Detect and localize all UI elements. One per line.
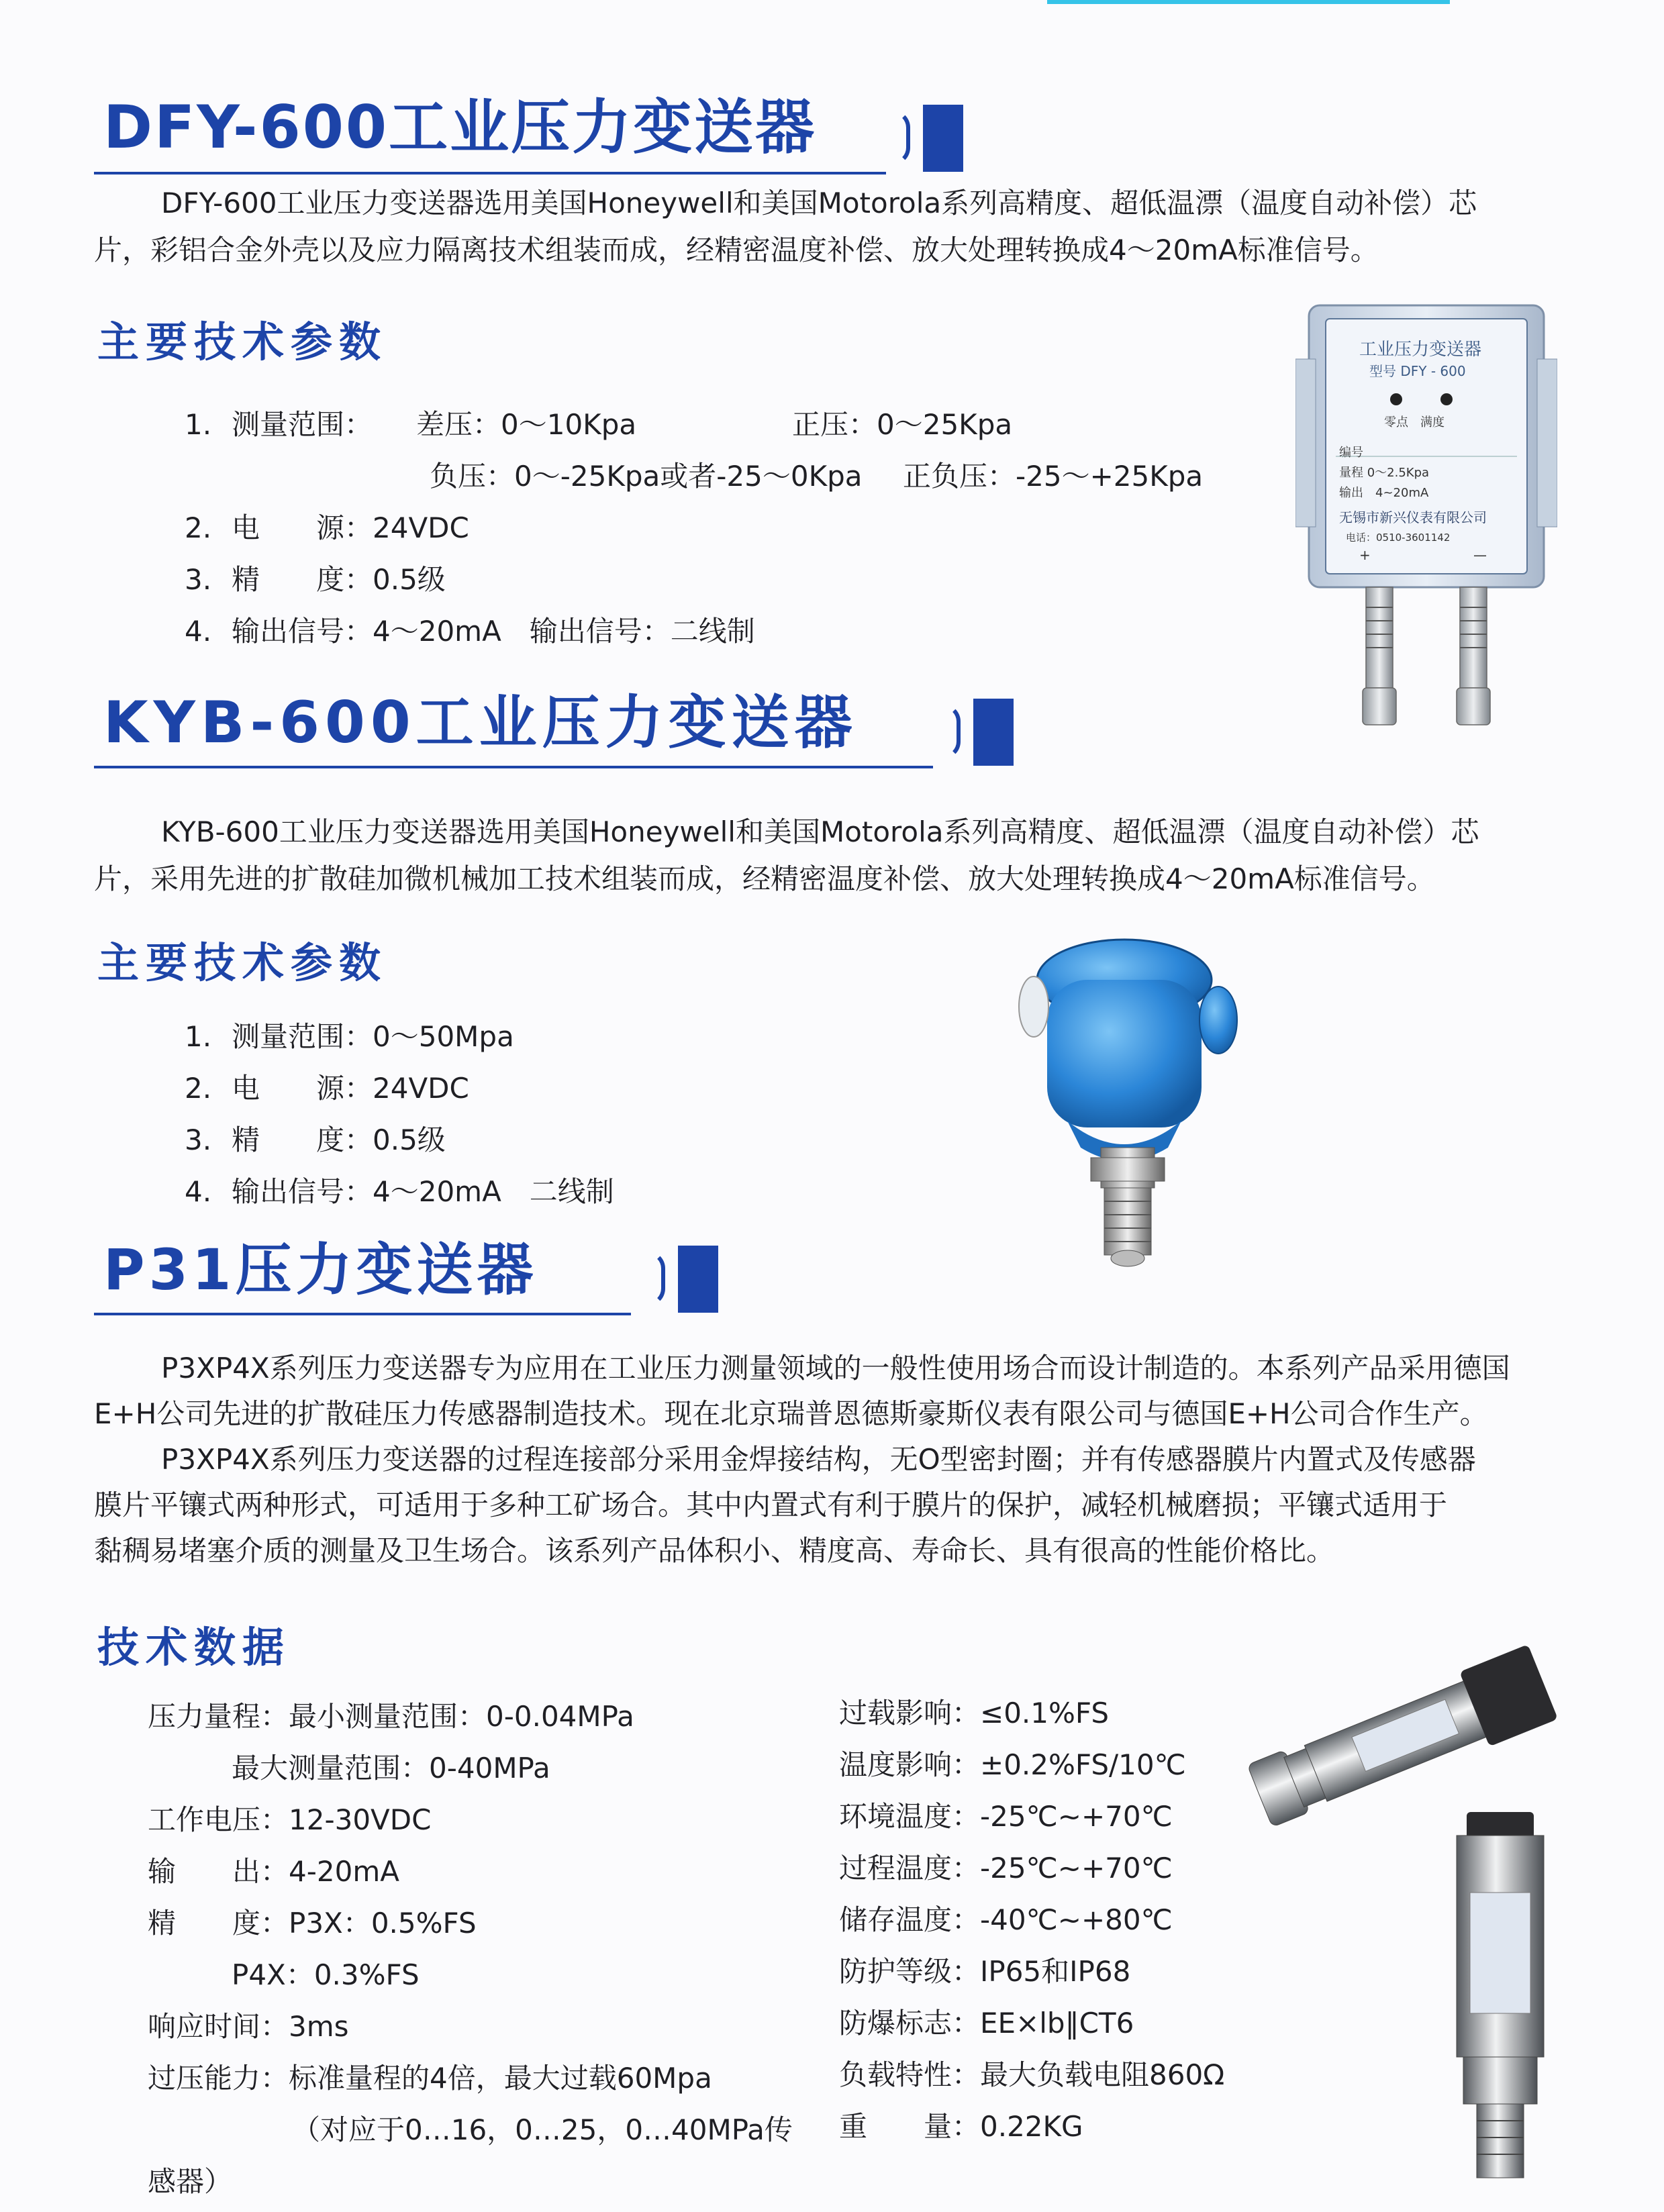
device-field-3: 输出 4~20mA — [1339, 486, 1429, 500]
param-text: 电 源：24VDC — [232, 1072, 469, 1105]
param-number: 4. — [185, 1175, 212, 1208]
p31-overload-effect: 过载影响：≤0.1%FS — [839, 1697, 1109, 1729]
title-bracket — [943, 704, 961, 759]
kyb-param-3 — [185, 1118, 446, 1158]
p31-para2-line2: 膜片平镶式两种形式，可适用于多种工矿场合。其中内置式有利于膜片的保护，减轻机械磨损；平镶式适用于 — [94, 1489, 1448, 1521]
p31-protection: 防护等级：IP65和IP68 — [839, 1955, 1131, 1988]
p31-explosion-mark: 防爆标志：EE×lb‖CT6 — [839, 2007, 1134, 2040]
title-tab — [923, 105, 963, 172]
kyb-param-1 — [185, 1015, 514, 1055]
device-phone: 电话：0510-3601142 — [1346, 532, 1451, 544]
device-maker: 无锡市新兴仪表有限公司 — [1339, 509, 1487, 525]
title-tab — [678, 1246, 718, 1313]
param-number: 4. — [185, 615, 212, 648]
kyb-params-heading: 主要技术参数 — [97, 938, 388, 987]
p31-temp-effect: 温度影响：±0.2%FS/10℃ — [839, 1748, 1186, 1781]
param-text: 电 源：24VDC — [232, 511, 469, 544]
p31-device-image — [1235, 1611, 1571, 2201]
kyb-param-2 — [185, 1066, 469, 1107]
dfy-param-3 — [185, 558, 446, 598]
dfy-device-image — [1295, 299, 1557, 735]
section-title-text: KYB-600工业压力变送器 — [103, 689, 858, 756]
p31-data-heading: 技术数据 — [97, 1623, 291, 1672]
kyb-intro — [94, 809, 1557, 903]
title-bracket — [893, 110, 910, 165]
title-underline — [94, 172, 886, 174]
title-underline — [94, 1313, 631, 1315]
param-label: 测量范围： — [232, 408, 373, 441]
p31-load: 负载特性：最大负载电阻860Ω — [839, 2058, 1225, 2091]
dfy-param-1b: 正压：0～25Kpa — [792, 408, 1013, 441]
p31-description — [94, 1346, 1557, 1574]
param-number: 3. — [185, 563, 212, 596]
dfy-param-1 — [185, 403, 373, 443]
kyb-intro-line2: 片，采用先进的扩散硅加微机械加工技术组装而成，经精密温度补偿、放大处理转换成4～20mA标准信号。 — [94, 862, 1435, 895]
p31-range-min: 压力量程：最小测量范围：0-0.04MPa — [148, 1700, 634, 1733]
title-tab — [973, 699, 1014, 766]
p31-accuracy-p4x: P4X：0.3%FS — [232, 1958, 420, 1991]
p31-output: 输 出：4-20mA — [148, 1855, 399, 1888]
section-title-dfy — [94, 81, 886, 174]
dfy-param-2 — [185, 506, 469, 546]
p31-overload-note-end: 感器） — [148, 2165, 233, 2198]
section-title-p31 — [94, 1221, 631, 1315]
dfy-param-1d: 正负压：-25～+25Kpa — [903, 460, 1204, 493]
p31-accuracy-p3x: 精 度：P3X：0.5%FS — [148, 1907, 477, 1940]
p31-range-max: 最大测量范围：0-40MPa — [232, 1752, 550, 1784]
p31-response-time: 响应时间：3ms — [148, 2010, 349, 2043]
p31-voltage: 工作电压：12-30VDC — [148, 1803, 432, 1836]
p31-storage-temp: 储存温度：-40℃~+80℃ — [839, 1903, 1173, 1936]
dfy-param-1c: 负压：0～-25Kpa或者-25～0Kpa — [430, 460, 863, 493]
title-underline — [94, 766, 933, 768]
device-field-2: 量程 0～2.5Kpa — [1339, 466, 1430, 480]
section-title-kyb — [94, 674, 933, 768]
param-number: 1. — [185, 408, 212, 441]
param-text: 精 度：0.5级 — [232, 563, 446, 596]
param-number: 2. — [185, 1072, 212, 1105]
p31-para1-line2: E+H公司先进的扩散硅压力传感器制造技术。现在北京瑞普恩德斯豪斯仪表有限公司与德国E+H公司合作生产。 — [94, 1397, 1488, 1430]
section-title-text: DFY-600工业压力变送器 — [103, 93, 817, 162]
param-number: 3. — [185, 1123, 212, 1156]
kyb-intro-line1: KYB-600工业压力变送器选用美国Honeywell和美国Motorola系列高精度、超低温漂（温度自动补偿）芯 — [161, 815, 1479, 848]
dfy-intro — [94, 180, 1557, 274]
param-number: 2. — [185, 511, 212, 544]
param-number: 1. — [185, 1020, 212, 1053]
p31-para1-line1: P3XP4X系列压力变送器专为应用在工业压力测量领域的一般性使用场合而设计制造的。本系列产品采用德国 — [161, 1352, 1510, 1385]
device-label-model: 型号 DFY - 600 — [1369, 363, 1466, 379]
device-knob-labels: 零点 满度 — [1384, 415, 1445, 430]
p31-ambient-temp: 环境温度：-25℃~+70℃ — [839, 1800, 1173, 1833]
device-field-1: 编号 — [1339, 446, 1363, 460]
dfy-intro-line1: DFY-600工业压力变送器选用美国Honeywell和美国Motorola系列高精度、超低温漂（温度自动补偿）芯 — [161, 187, 1477, 219]
device-minus: — — [1473, 547, 1487, 563]
title-bracket — [648, 1251, 665, 1306]
param-text: 测量范围：0～50Mpa — [232, 1020, 514, 1053]
device-plus: + — [1359, 547, 1371, 563]
p31-overload: 过压能力：标准量程的4倍，最大过载60Mpa — [148, 2062, 712, 2095]
p31-weight: 重 量：0.22KG — [839, 2110, 1083, 2143]
kyb-param-4 — [185, 1170, 614, 1210]
dfy-params-heading: 主要技术参数 — [97, 317, 388, 366]
dfy-param-4 — [185, 609, 755, 650]
dfy-param-1a: 差压：0～10Kpa — [416, 408, 637, 441]
kyb-device-image — [1007, 926, 1249, 1289]
section-title-text: P31压力变送器 — [103, 1237, 538, 1303]
param-text: 输出信号：4～20mA 输出信号：二线制 — [232, 615, 755, 648]
top-decorative-line — [1047, 0, 1450, 4]
p31-process-temp: 过程温度：-25℃~+70℃ — [839, 1852, 1173, 1884]
param-text: 精 度：0.5级 — [232, 1123, 446, 1156]
param-text: 输出信号：4～20mA 二线制 — [232, 1175, 614, 1208]
device-label-name: 工业压力变送器 — [1359, 340, 1482, 360]
p31-overload-note: （对应于0…16，0…25，0…40MPa传 — [292, 2113, 793, 2146]
p31-para2-line1: P3XP4X系列压力变送器的过程连接部分采用金焊接结构，无O型密封圈；并有传感器膜片内置式及传感器 — [161, 1443, 1476, 1476]
dfy-intro-line2: 片，彩铝合金外壳以及应力隔离技术组装而成，经精密温度补偿、放大处理转换成4～20mA标准信号。 — [94, 234, 1379, 266]
p31-para2-line3: 黏稠易堵塞介质的测量及卫生场合。该系列产品体积小、精度高、寿命长、具有很高的性能价格比。 — [94, 1534, 1335, 1567]
